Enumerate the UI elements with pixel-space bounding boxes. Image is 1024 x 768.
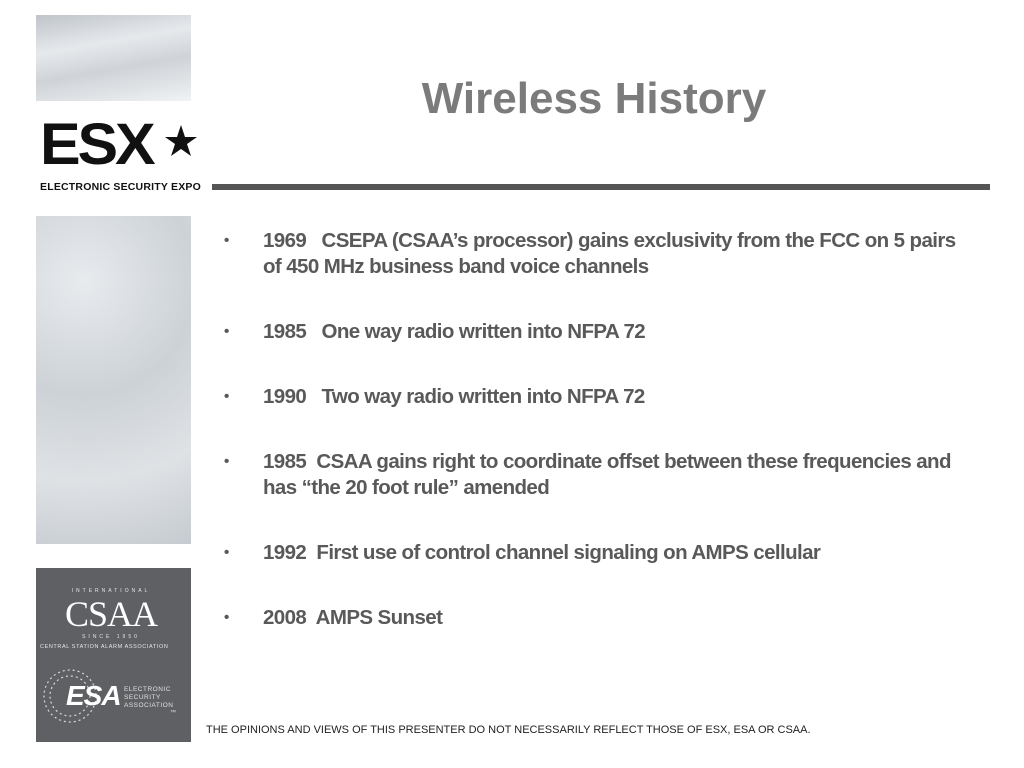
bullet-mark: • (224, 609, 230, 626)
bullet-mark: • (224, 544, 230, 561)
csaa-logo (51, 588, 171, 644)
csaa-subtitle: CENTRAL STATION ALARM ASSOCIATION (40, 644, 169, 650)
bullet-text: 1985 One way radio written into NFPA 72 (263, 320, 646, 343)
csaa-wordmark: CSAA (64, 594, 158, 634)
csaa-since: SINCE 1950 (82, 634, 140, 640)
esa-line1: ELECTRONIC (124, 686, 171, 693)
slide-title: Wireless History (421, 74, 767, 123)
bullet-mark: • (224, 232, 230, 249)
bullet-text: 2008 AMPS Sunset (263, 606, 443, 629)
bullet-item (222, 228, 962, 280)
sidebar-top-texture (36, 15, 191, 101)
esa-line2: SECURITY (124, 694, 161, 701)
bullet-mark: • (224, 453, 230, 470)
bullet-item (222, 384, 962, 410)
bullet-item (222, 449, 962, 501)
bullet-item (222, 605, 962, 631)
bullet-text: 1969 CSEPA (CSAA’s processor) gains exclusivity from the FCC on 5 pairs of 450 MHz business band voice channels (263, 229, 961, 278)
esa-text (124, 686, 173, 710)
sponsor-logo-panel (36, 568, 191, 742)
disclaimer-footer: THE OPINIONS AND VIEWS OF THIS PRESENTER DO NOT NECESSARILY REFLECT THOSE OF ESX, ESA OR CSAA. (206, 724, 811, 736)
esa-logo (38, 664, 188, 728)
esa-line3: ASSOCIATION (124, 702, 174, 709)
bullet-list (222, 228, 962, 670)
esa-wordmark: ESA (66, 680, 121, 711)
csaa-international: INTERNATIONAL (71, 588, 151, 594)
bullet-text: 1990 Two way radio written into NFPA 72 (263, 385, 645, 408)
star-icon (164, 124, 198, 158)
esx-logo-subtitle: ELECTRONIC SECURITY EXPO (40, 181, 201, 193)
bullet-text: 1992 First use of control channel signaling on AMPS cellular (263, 541, 821, 564)
sidebar-middle-texture (36, 216, 191, 544)
esa-trademark: ™ (170, 710, 176, 716)
esx-logo (38, 112, 201, 200)
title-divider (212, 184, 990, 190)
bullet-mark: • (224, 388, 230, 405)
esx-logo-letters: ESX (40, 112, 153, 177)
bullet-text: 1985 CSAA gains right to coordinate offset between these frequencies and has “the 20 foot rule” amended (263, 450, 957, 499)
bullet-item (222, 319, 962, 345)
bullet-item (222, 540, 962, 566)
bullet-mark: • (224, 323, 230, 340)
